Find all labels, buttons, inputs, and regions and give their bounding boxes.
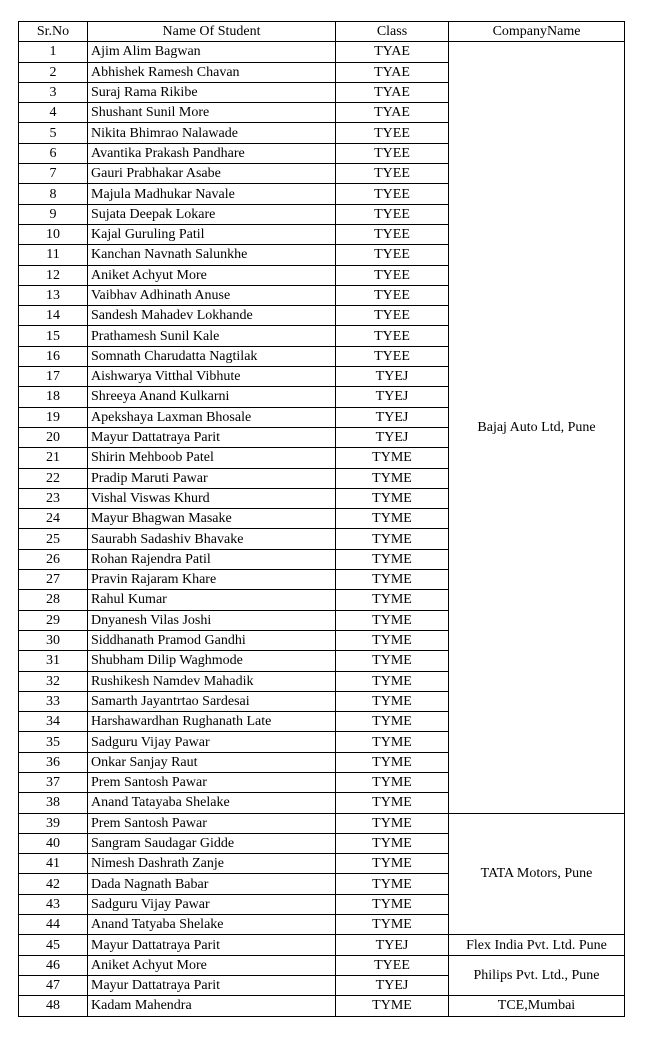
student-name-cell: Anand Tatayaba Shelake [88, 793, 336, 813]
sr-no-cell: 43 [19, 894, 88, 914]
sr-no-cell: 29 [19, 610, 88, 630]
student-name-cell: Rushikesh Namdev Mahadik [88, 671, 336, 691]
table-row [19, 813, 625, 833]
sr-no-cell: 4 [19, 103, 88, 123]
student-name-cell: Nimesh Dashrath Zanje [88, 854, 336, 874]
student-name-cell: Nikita Bhimrao Nalawade [88, 123, 336, 143]
class-cell: TYME [336, 732, 449, 752]
placement-table [18, 21, 625, 1017]
sr-no-cell: 25 [19, 529, 88, 549]
student-name-cell: Rohan Rajendra Patil [88, 549, 336, 569]
table-row [19, 955, 625, 975]
student-name-cell: Dada Nagnath Babar [88, 874, 336, 894]
student-name-cell: Apekshaya Laxman Bhosale [88, 407, 336, 427]
student-name-cell: Prathamesh Sunil Kale [88, 326, 336, 346]
class-cell: TYAE [336, 82, 449, 102]
student-name-cell: Avantika Prakash Pandhare [88, 143, 336, 163]
sr-no-cell: 8 [19, 184, 88, 204]
class-cell: TYME [336, 529, 449, 549]
student-name-cell: Anand Tatyaba Shelake [88, 915, 336, 935]
student-name-cell: Abhishek Ramesh Chavan [88, 62, 336, 82]
class-cell: TYEE [336, 204, 449, 224]
student-name-cell: Sadguru Vijay Pawar [88, 732, 336, 752]
student-name-cell: Rahul Kumar [88, 590, 336, 610]
class-cell: TYEE [336, 326, 449, 346]
company-name-cell: TCE,Mumbai [449, 996, 625, 1016]
sr-no-cell: 35 [19, 732, 88, 752]
header-row [19, 22, 625, 42]
sr-no-cell: 23 [19, 488, 88, 508]
class-cell: TYEJ [336, 407, 449, 427]
sr-no-cell: 24 [19, 509, 88, 529]
sr-no-cell: 44 [19, 915, 88, 935]
sr-no-cell: 47 [19, 975, 88, 995]
sr-no-cell: 27 [19, 570, 88, 590]
sr-no-cell: 32 [19, 671, 88, 691]
student-name-cell: Vaibhav Adhinath Anuse [88, 285, 336, 305]
class-cell: TYME [336, 549, 449, 569]
student-name-cell: Onkar Sanjay Raut [88, 752, 336, 772]
class-cell: TYEE [336, 123, 449, 143]
student-name-cell: Mayur Dattatraya Parit [88, 427, 336, 447]
sr-no-cell: 34 [19, 712, 88, 732]
student-name-cell: Shreeya Anand Kulkarni [88, 387, 336, 407]
class-cell: TYEE [336, 265, 449, 285]
class-cell: TYEE [336, 143, 449, 163]
class-cell: TYEE [336, 306, 449, 326]
sr-no-cell: 45 [19, 935, 88, 955]
class-cell: TYME [336, 691, 449, 711]
student-name-cell: Sangram Saudagar Gidde [88, 833, 336, 853]
class-cell: TYME [336, 671, 449, 691]
company-name-cell: TATA Motors, Pune [449, 813, 625, 935]
student-name-cell: Majula Madhukar Navale [88, 184, 336, 204]
sr-no-cell: 37 [19, 772, 88, 792]
class-cell: TYEE [336, 955, 449, 975]
class-cell: TYME [336, 813, 449, 833]
sr-no-cell: 38 [19, 793, 88, 813]
sr-no-cell: 30 [19, 630, 88, 650]
class-cell: TYEE [336, 164, 449, 184]
class-cell: TYAE [336, 62, 449, 82]
student-name-cell: Kajal Guruling Patil [88, 224, 336, 244]
sr-no-cell: 7 [19, 164, 88, 184]
class-cell: TYME [336, 448, 449, 468]
sr-no-cell: 46 [19, 955, 88, 975]
sr-no-cell: 41 [19, 854, 88, 874]
company-name-cell: Bajaj Auto Ltd, Pune [449, 42, 625, 813]
class-cell: TYME [336, 468, 449, 488]
student-name-cell: Prem Santosh Pawar [88, 772, 336, 792]
student-name-cell: Prem Santosh Pawar [88, 813, 336, 833]
student-name-cell: Suraj Rama Rikibe [88, 82, 336, 102]
sr-no-cell: 6 [19, 143, 88, 163]
sr-no-cell: 18 [19, 387, 88, 407]
class-cell: TYME [336, 793, 449, 813]
class-cell: TYEE [336, 285, 449, 305]
sr-no-cell: 36 [19, 752, 88, 772]
sr-no-cell: 14 [19, 306, 88, 326]
class-cell: TYEJ [336, 367, 449, 387]
class-cell: TYME [336, 610, 449, 630]
class-cell: TYME [336, 854, 449, 874]
student-name-cell: Mayur Dattatraya Parit [88, 975, 336, 995]
sr-no-cell: 48 [19, 996, 88, 1016]
student-name-cell: Kanchan Navnath Salunkhe [88, 245, 336, 265]
student-name-cell: Somnath Charudatta Nagtilak [88, 346, 336, 366]
class-cell: TYME [336, 894, 449, 914]
sr-no-cell: 1 [19, 42, 88, 62]
sr-no-cell: 31 [19, 651, 88, 671]
student-name-cell: Samarth Jayantrtao Sardesai [88, 691, 336, 711]
sr-no-cell: 26 [19, 549, 88, 569]
sr-no-cell: 33 [19, 691, 88, 711]
student-name-cell: Mayur Dattatraya Parit [88, 935, 336, 955]
sr-no-cell: 19 [19, 407, 88, 427]
sr-no-cell: 22 [19, 468, 88, 488]
sr-no-cell: 10 [19, 224, 88, 244]
class-cell: TYME [336, 712, 449, 732]
header-class: Class [336, 22, 449, 42]
student-name-cell: Shushant Sunil More [88, 103, 336, 123]
class-cell: TYEJ [336, 427, 449, 447]
header-sr-no: Sr.No [19, 22, 88, 42]
sr-no-cell: 3 [19, 82, 88, 102]
company-name-cell: Flex India Pvt. Ltd. Pune [449, 935, 625, 955]
class-cell: TYAE [336, 42, 449, 62]
sr-no-cell: 17 [19, 367, 88, 387]
class-cell: TYEE [336, 346, 449, 366]
class-cell: TYME [336, 833, 449, 853]
student-name-cell: Shubham Dilip Waghmode [88, 651, 336, 671]
student-name-cell: Aniket Achyut More [88, 265, 336, 285]
class-cell: TYME [336, 915, 449, 935]
class-cell: TYME [336, 772, 449, 792]
sr-no-cell: 2 [19, 62, 88, 82]
sr-no-cell: 40 [19, 833, 88, 853]
sr-no-cell: 39 [19, 813, 88, 833]
table-body [19, 42, 625, 1016]
sr-no-cell: 28 [19, 590, 88, 610]
student-name-cell: Shirin Mehboob Patel [88, 448, 336, 468]
class-cell: TYME [336, 651, 449, 671]
header-student-name: Name Of Student [88, 22, 336, 42]
class-cell: TYME [336, 752, 449, 772]
student-name-cell: Sandesh Mahadev Lokhande [88, 306, 336, 326]
class-cell: TYAE [336, 103, 449, 123]
sr-no-cell: 12 [19, 265, 88, 285]
student-name-cell: Sujata Deepak Lokare [88, 204, 336, 224]
sr-no-cell: 21 [19, 448, 88, 468]
class-cell: TYME [336, 488, 449, 508]
sr-no-cell: 5 [19, 123, 88, 143]
class-cell: TYME [336, 570, 449, 590]
class-cell: TYEJ [336, 387, 449, 407]
student-name-cell: Sadguru Vijay Pawar [88, 894, 336, 914]
student-name-cell: Ajim Alim Bagwan [88, 42, 336, 62]
student-name-cell: Gauri Prabhakar Asabe [88, 164, 336, 184]
student-name-cell: Kadam Mahendra [88, 996, 336, 1016]
student-name-cell: Harshawardhan Rughanath Late [88, 712, 336, 732]
sr-no-cell: 9 [19, 204, 88, 224]
class-cell: TYEE [336, 224, 449, 244]
student-name-cell: Pradip Maruti Pawar [88, 468, 336, 488]
class-cell: TYEJ [336, 935, 449, 955]
header-company-name: CompanyName [449, 22, 625, 42]
student-name-cell: Mayur Bhagwan Masake [88, 509, 336, 529]
class-cell: TYME [336, 996, 449, 1016]
class-cell: TYEE [336, 184, 449, 204]
sr-no-cell: 13 [19, 285, 88, 305]
table-row [19, 935, 625, 955]
class-cell: TYME [336, 874, 449, 894]
sr-no-cell: 42 [19, 874, 88, 894]
sr-no-cell: 16 [19, 346, 88, 366]
class-cell: TYEE [336, 245, 449, 265]
class-cell: TYEJ [336, 975, 449, 995]
sr-no-cell: 20 [19, 427, 88, 447]
sr-no-cell: 15 [19, 326, 88, 346]
student-name-cell: Vishal Viswas Khurd [88, 488, 336, 508]
table-row [19, 996, 625, 1016]
student-name-cell: Siddhanath Pramod Gandhi [88, 630, 336, 650]
company-name-cell: Philips Pvt. Ltd., Pune [449, 955, 625, 996]
class-cell: TYME [336, 630, 449, 650]
student-name-cell: Dnyanesh Vilas Joshi [88, 610, 336, 630]
student-name-cell: Saurabh Sadashiv Bhavake [88, 529, 336, 549]
class-cell: TYME [336, 590, 449, 610]
student-name-cell: Aishwarya Vitthal Vibhute [88, 367, 336, 387]
class-cell: TYME [336, 509, 449, 529]
student-name-cell: Pravin Rajaram Khare [88, 570, 336, 590]
student-name-cell: Aniket Achyut More [88, 955, 336, 975]
table-row [19, 42, 625, 62]
sr-no-cell: 11 [19, 245, 88, 265]
